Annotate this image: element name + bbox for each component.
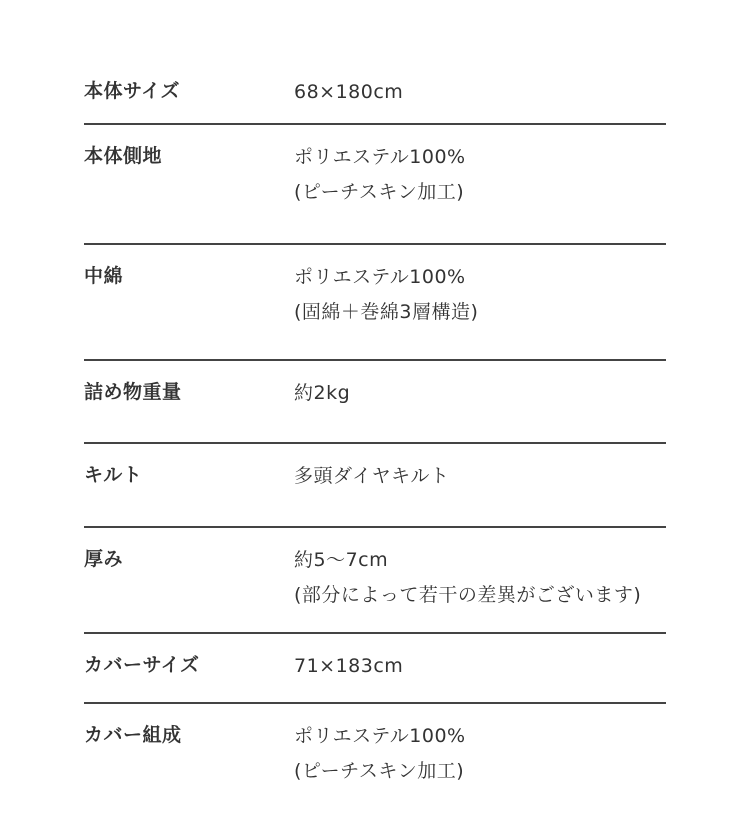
spec-row-cover-size	[84, 634, 666, 704]
spec-row-cover-material	[84, 704, 666, 807]
spec-table	[84, 60, 666, 807]
spec-value-line: (ピーチスキン加工)	[294, 760, 465, 782]
spec-value-line: (固綿＋巻綿3層構造)	[294, 301, 479, 323]
spec-value-line: 多頭ダイヤキルト	[294, 465, 450, 487]
spec-row-outer-fabric	[84, 125, 666, 245]
spec-label: 中綿	[84, 265, 124, 287]
spec-label: 詰め物重量	[84, 381, 182, 403]
spec-value-line: (部分によって若干の差異がございます)	[294, 584, 642, 606]
spec-value	[294, 75, 666, 110]
spec-row-fill-weight	[84, 361, 666, 444]
spec-value-line: ポリエステル100%	[294, 146, 466, 168]
spec-value	[294, 719, 666, 789]
spec-label: 本体サイズ	[84, 80, 180, 102]
spec-value	[294, 459, 666, 494]
spec-value-line: 約5〜7cm	[294, 549, 389, 571]
spec-value	[294, 543, 666, 613]
spec-value-line: 71×183cm	[294, 655, 404, 677]
spec-row-body-size	[84, 60, 666, 125]
spec-label: キルト	[84, 464, 143, 486]
spec-value-line: 約2kg	[294, 382, 351, 404]
spec-label: 本体側地	[84, 145, 163, 167]
spec-value-line: ポリエステル100%	[294, 725, 466, 747]
spec-row-thickness	[84, 528, 666, 634]
spec-value	[294, 649, 666, 684]
spec-value	[294, 376, 666, 411]
spec-label: 厚み	[84, 548, 124, 570]
spec-value	[294, 260, 666, 330]
spec-label: カバー組成	[84, 724, 182, 746]
spec-value-line: 68×180cm	[294, 81, 404, 103]
spec-value-line: ポリエステル100%	[294, 266, 466, 288]
spec-row-quilt	[84, 444, 666, 528]
spec-row-filling	[84, 245, 666, 361]
spec-label: カバーサイズ	[84, 654, 200, 676]
spec-value	[294, 140, 666, 210]
spec-value-line: (ピーチスキン加工)	[294, 181, 465, 203]
